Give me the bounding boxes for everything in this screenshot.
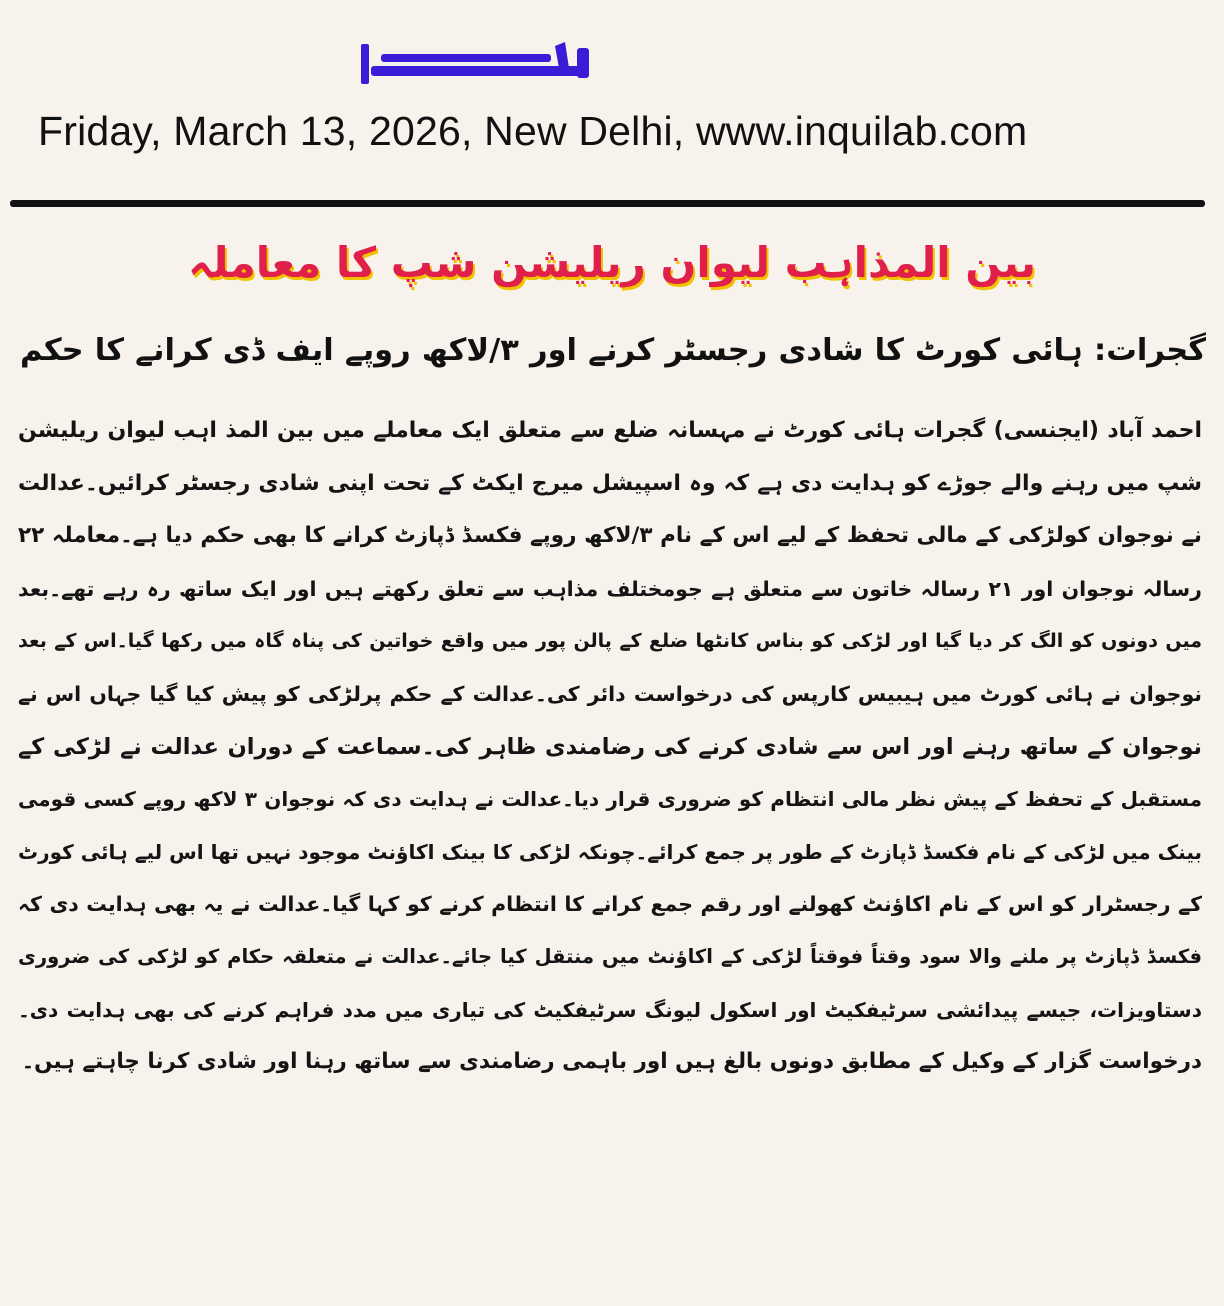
article-line: احمد آباد (ایجنسی) گجرات ہائی کورٹ نے مہسانہ ضلع سے متعلق ایک معاملے میں بین المذ اہب لیوان ریلیشن	[18, 418, 1202, 443]
article-line: رسالہ نوجوان اور ۲۱ رسالہ خاتون سے متعلق ہے جومختلف مذاہب سے تعلق رکھتے ہیں اور ایک ساتھ رہ رہے تھے۔بعد	[18, 576, 1202, 601]
inquilab-logo	[355, 38, 595, 84]
article-line: نے نوجوان کولڑکی کے مالی تحفظ کے لیے اس کے نام ۳/لاکھ روپے فکسڈ ڈپازٹ کرانے کا بھی حکم دیا ہے۔معاملہ ۲۲	[18, 523, 1202, 549]
logo-end	[577, 48, 589, 78]
logo-stroke-top	[381, 54, 551, 62]
article-line: مستقبل کے تحفظ کے پیش نظر مالی انتظام کو ضروری قرار دیا۔عدالت نے ہدایت دی کہ نوجوان ۳ لاکھ روپے کسی قومی	[18, 787, 1202, 812]
masthead-divider	[10, 200, 1205, 207]
logo-alif	[361, 44, 369, 84]
article-line: بینک میں لڑکی کے نام فکسڈ ڈپازٹ کے طور پر جمع کرائے۔چونکہ لڑکی کا بینک اکاؤنٹ موجود نہیں تھا اس لیے ہائی کورٹ	[18, 839, 1202, 864]
article-line: شپ میں رہنے والے جوڑے کو ہدایت دی ہے کہ وہ اسپیشل میرج ایکٹ کے تحت اپنی شادی رجسٹر کرائیں۔عدالت	[18, 470, 1202, 496]
article-line: نوجوان کے ساتھ رہنے اور اس سے شادی کرنے کی رضامندی ظاہر کی۔سماعت کے دوران عدالت نے لڑکی کے	[18, 733, 1202, 760]
article-line: درخواست گزار کے وکیل کے مطابق دونوں بالغ ہیں اور باہمی رضامندی سے ساتھ رہنا اور شادی کرنا چاہتے ہیں۔	[21, 1049, 1202, 1075]
logo-stroke-base	[371, 66, 583, 76]
article-line: دستاویزات، جیسے پیدائشی سرٹیفکیٹ اور اسکول لیونگ سرٹیفکیٹ کی تیاری میں مدد فراہم کرنے کی بھی ہدایت دی۔	[18, 997, 1202, 1022]
article-line: کے رجسٹرار کو اس کے نام اکاؤنٹ کھولنے اور رقم جمع کرانے کا انتظام کرنے کو کہا گیا۔عدالت نے یہ بھی ہدایت دی کہ	[18, 892, 1202, 917]
article-line: میں دونوں کو الگ کر دیا گیا اور لڑکی کو بناس کانٹھا ضلع کے پالن پور میں واقع خواتین کی پناہ گاہ میں رکھا گیا۔اس کے بعد	[18, 630, 1202, 653]
article-kicker: بین المذاہب لیوان ریلیشن شپ کا معاملہ	[188, 238, 1036, 287]
logo-lam	[555, 42, 569, 68]
article-line: فکسڈ ڈپازٹ پر ملنے والا سود وقتاً فوقتاً لڑکی کے اکاؤنٹ میں منتقل کیا جائے۔عدالت نے متعلقہ حکام کو لڑکی کی ضروری	[18, 944, 1202, 968]
article-line: نوجوان نے ہائی کورٹ میں ہیبیس کارپس کی درخواست دائر کی۔عدالت کے حکم پرلڑکی کو پیش کیا گیا جہاں اس نے	[18, 681, 1202, 706]
article-body	[18, 405, 1202, 1089]
article-headline: گجرات: ہائی کورٹ کا شادی رجسٹر کرنے اور ۳/لاکھ روپے ایف ڈی کرانے کا حکم	[20, 333, 1207, 368]
dateline: Friday, March 13, 2026, New Delhi, www.inquilab.com	[38, 108, 1028, 154]
